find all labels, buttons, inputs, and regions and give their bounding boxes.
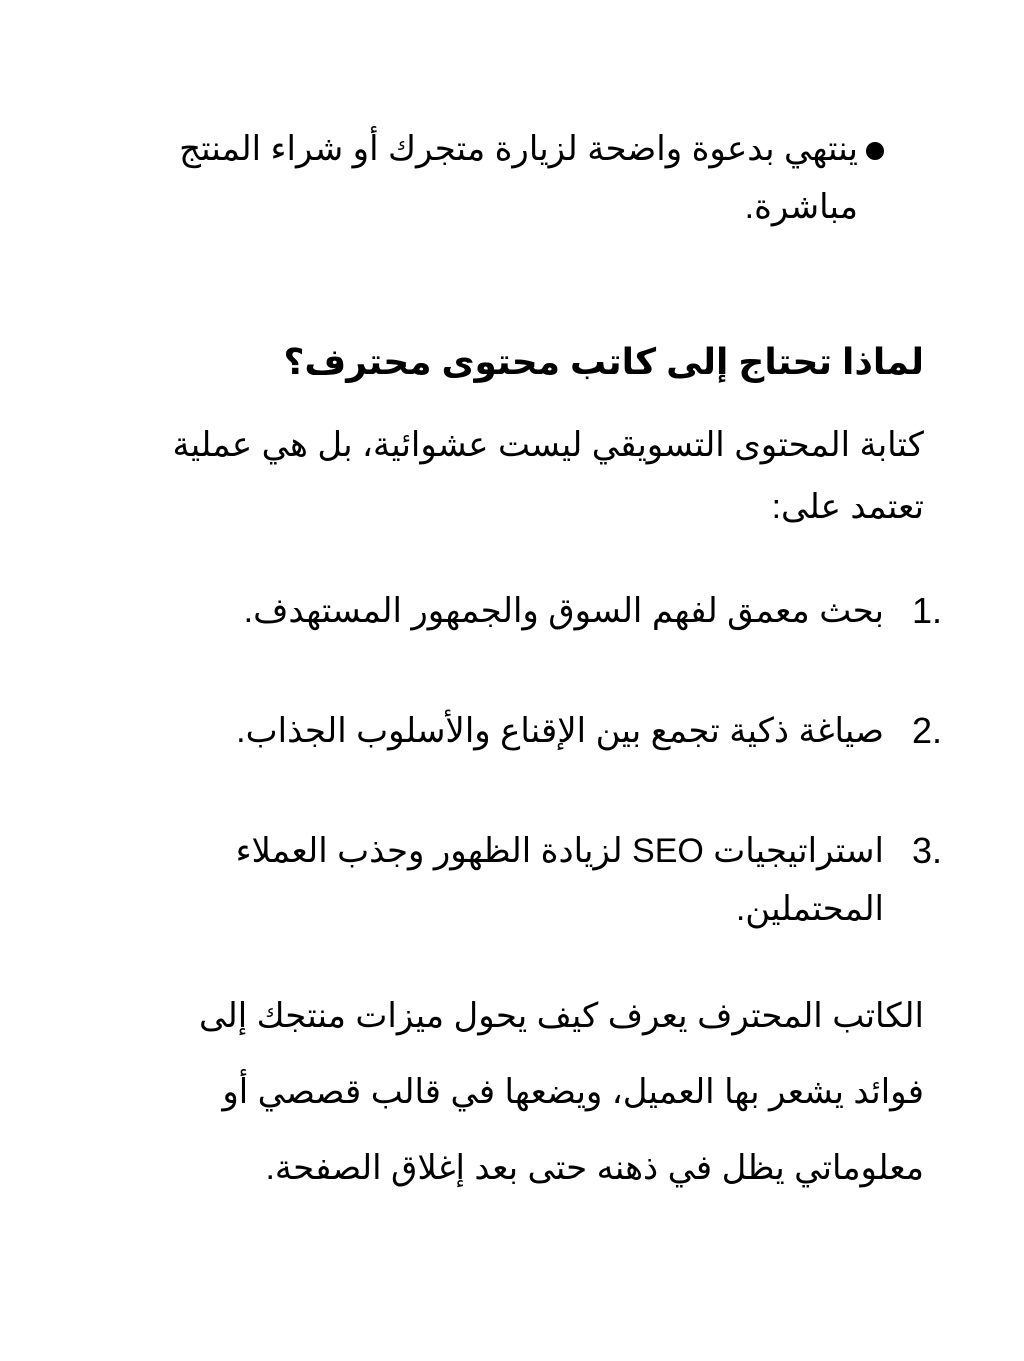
bullet-text: ينتهي بدعوة واضحة لزيارة متجرك أو شراء المنتج مباشرة. [179,130,858,226]
bullet-list-item [98,120,884,236]
list-item-text: استراتيجيات SEO لزيادة الظهور وجذب العملاء المحتملين. [235,832,884,928]
list-number: 1. [911,590,942,631]
list-item-text: بحث معمق لفهم السوق والجمهور المستهدف. [243,592,884,630]
bullet-dot-icon [866,142,884,160]
list-number: 3. [911,830,942,871]
ordered-list-item [104,582,942,640]
closing-paragraph: الكاتب المحترف يعرف كيف يحول ميزات منتجك إلى فوائد يشعر بها العميل، ويضعها في قالب قصصي أو معلوماتي يظل في ذهنه حتى بعد إغلاق الصفحة. [199,997,924,1187]
ordered-list-item [104,822,942,938]
section-heading: لماذا تحتاج إلى كاتب محتوى محترف؟ [283,341,924,382]
list-number: 2. [911,710,942,751]
list-item-text: صياغة ذكية تجمع بين الإقناع والأسلوب الجذاب. [236,712,884,750]
ordered-list-item [104,702,942,760]
intro-paragraph: كتابة المحتوى التسويقي ليست عشوائية، بل هي عملية تعتمد على: [172,426,924,526]
